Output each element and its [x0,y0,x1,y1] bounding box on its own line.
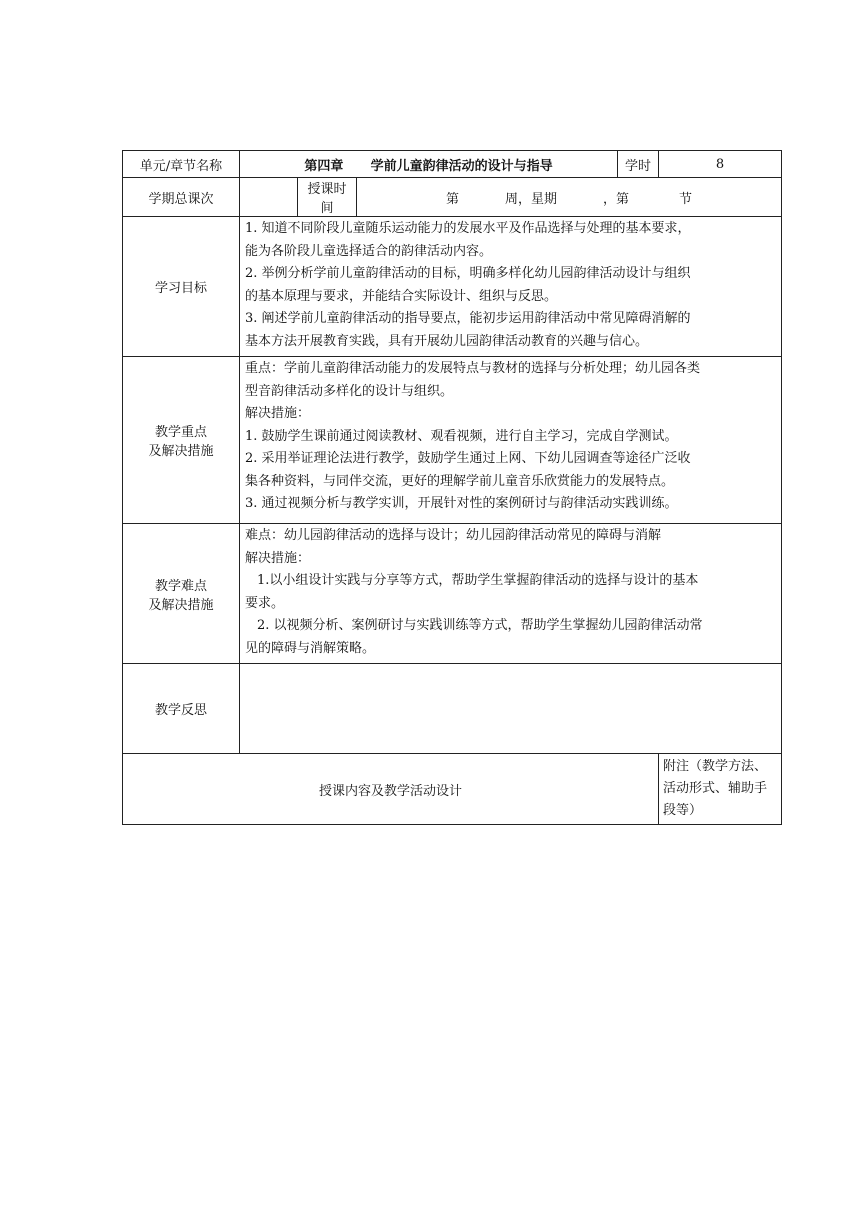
schedule-row [123,178,782,217]
notes-line: 活动形式、辅助手 [663,781,768,796]
difficulties-label [123,524,240,664]
total-sessions-value [240,178,298,217]
key-points-line: 1. 鼓励学生课前通过阅读教材、观看视频，进行自主学习，完成自学测试。 [245,428,678,444]
objectives-line: 基本方法开展教育实践，具有开展幼儿园韵律活动教育的兴趣与信心。 [245,333,649,349]
difficulties-label-line2: 及解决措施 [148,597,214,613]
objectives-line: 1. 知道不同阶段儿童随乐运动能力的发展水平及作品选择与处理的基本要求， [245,221,691,236]
key-points-label [123,357,240,524]
key-points-label-line2: 及解决措施 [148,444,214,459]
objectives-line: 的基本原理与要求，并能结合实际设计、组织与反思。 [245,288,558,304]
key-points-label-line1: 教学重点 [154,425,207,440]
difficulties-line: 见的障碍与消解策略。 [245,640,376,656]
reflection-label: 教学反思 [123,664,240,754]
difficulties-line: 1.以小组设计实践与分享等方式，帮助学生掌握韵律活动的选择与设计的基本 [257,573,699,588]
chapter-label: 单元/章节名称 [123,151,240,178]
notes-line: 段等） [663,803,703,818]
objectives-line: 2. 举例分析学前儿童韵律活动的目标，明确多样化幼儿园韵律活动设计与组织 [245,266,691,281]
key-points-row [123,357,782,524]
difficulties-line: 难点：幼儿园韵律活动的选择与设计；幼儿园韵律活动常见的障碍与消解 [245,528,662,543]
reflection-row [123,664,782,754]
key-points-line: 重点：学前儿童韵律活动能力的发展特点与教材的选择与分析处理；幼儿园各类 [245,361,701,376]
section-prefix: ，第 [603,191,630,207]
objectives-line: 能为各阶段儿童选择适合的韵律活动内容。 [245,243,493,259]
objectives-content [240,217,782,357]
difficulties-line: 解决措施： [245,550,311,566]
activity-design-row [123,754,782,825]
difficulties-row [123,524,782,664]
key-points-content [240,357,782,524]
key-points-line: 解决措施： [245,406,311,421]
objectives-line: 3. 阐述学前儿童韵律活动的指导要点，能初步运用韵律活动中常见障碍消解的 [245,311,691,326]
week-mid: 周，星期 [504,191,557,207]
activity-design-label: 授课内容及教学活动设计 [123,754,659,825]
notes-cell [659,754,782,825]
difficulties-label-line1: 教学难点 [154,578,207,594]
week-prefix: 第 [445,191,459,207]
hours-label: 学时 [618,151,659,178]
notes-line: 附注（教学方法、 [663,759,768,774]
total-sessions-label: 学期总课次 [123,178,240,217]
class-time-value [357,178,782,217]
hours-value: 8 [659,151,782,178]
lesson-plan-table [122,150,782,825]
key-points-line: 3. 通过视频分析与教学实训，开展针对性的案例研讨与韵律活动实践训练。 [245,496,678,511]
objectives-row [123,217,782,357]
difficulties-line: 要求。 [245,595,285,611]
chapter-row [123,151,782,178]
difficulties-line: 2. 以视频分析、案例研讨与实践训练等方式，帮助学生掌握幼儿园韵律活动常 [257,618,703,633]
class-time-label: 授课时间 [298,178,357,217]
key-points-line: 集各种资料，与同伴交流，更好的理解学前儿童音乐欣赏能力的发展特点。 [245,473,675,489]
chapter-title: 第四章 学前儿童韵律活动的设计与指导 [240,151,618,178]
difficulties-content [240,524,782,664]
section-suffix: 节 [679,191,693,207]
objectives-label: 学习目标 [123,217,240,357]
key-points-line: 型音韵律活动多样化的设计与组织。 [245,383,454,399]
reflection-content [240,664,782,754]
key-points-line: 2. 采用举证理论法进行教学，鼓励学生通过上网、下幼儿园调查等途径广泛收 [245,451,691,466]
